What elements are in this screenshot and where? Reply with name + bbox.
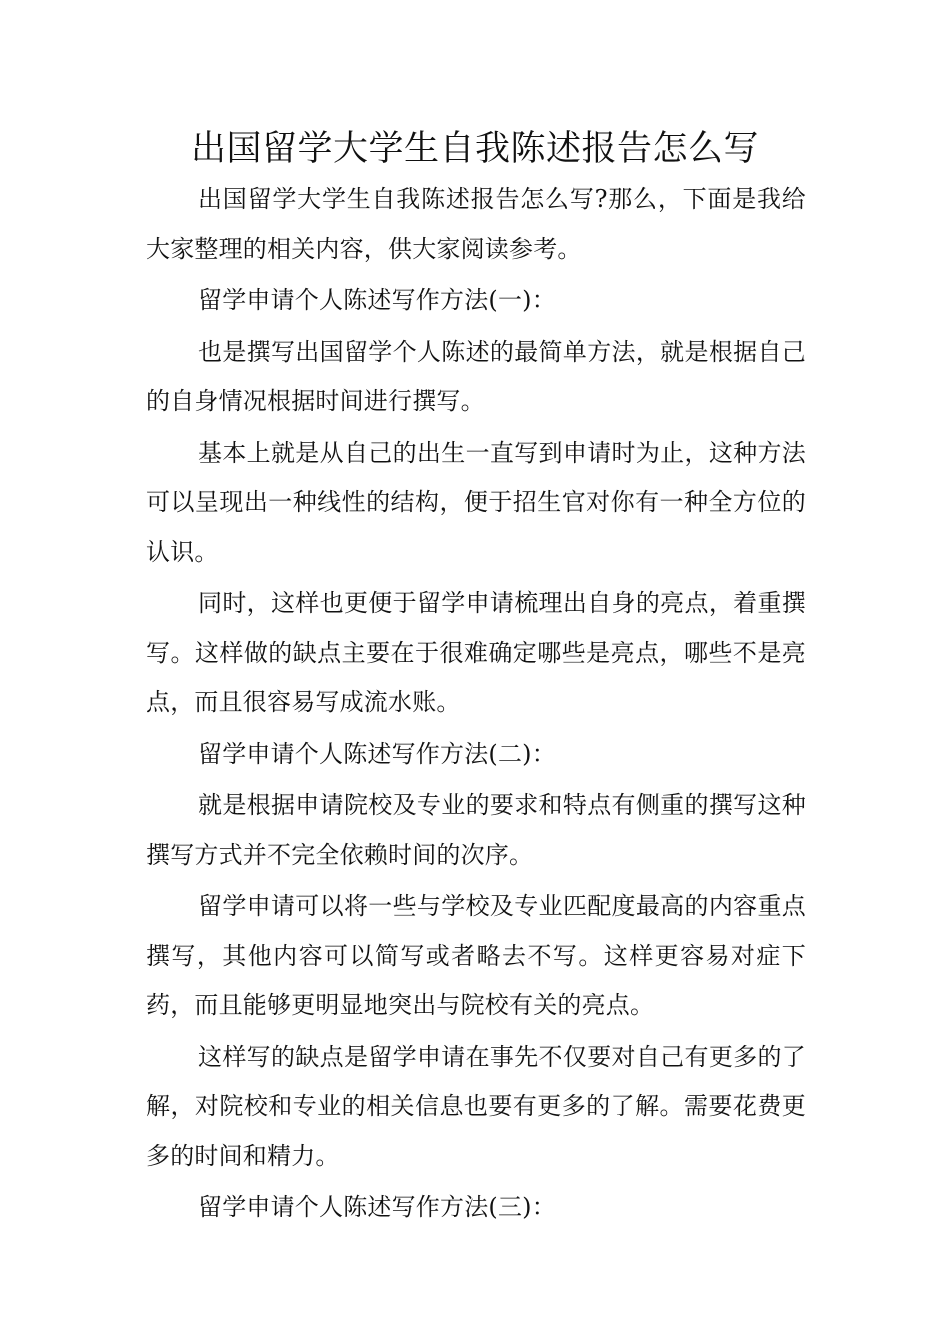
paragraph-intro: 出国留学大学生自我陈述报告怎么写?那么，下面是我给大家整理的相关内容，供大家阅读参考。 — [146, 185, 806, 263]
section-heading-method-1: 留学申请个人陈述写作方法(一)： — [198, 286, 556, 314]
paragraph-method-1-detail: 基本上就是从自己的出生一直写到申请时为止，这种方法可以呈现出一种线性的结构，便于招生官对你有一种全方位的认识。 — [146, 438, 806, 566]
paragraph-method-1-drawback: 同时，这样也更便于留学申请梳理出自身的亮点，着重撰写。这样做的缺点主要在于很难确定哪些是亮点，哪些不是亮点，而且很容易写成流水账。 — [146, 589, 806, 716]
document-body — [146, 175, 806, 1235]
paragraph-method-1-summary: 也是撰写出国留学个人陈述的最简单方法，就是根据自己的自身情况根据时间进行撰写。 — [146, 337, 806, 415]
section-heading-method-2: 留学申请个人陈述写作方法(二)： — [198, 739, 556, 768]
section-heading-method-3: 留学申请个人陈述写作方法(三)： — [198, 1193, 556, 1221]
document-title: 出国留学大学生自我陈述报告怎么写 — [190, 129, 759, 169]
paragraph-method-2-summary: 就是根据申请院校及专业的要求和特点有侧重的撰写这种撰写方式并不完全依赖时间的次序。 — [146, 791, 806, 869]
paragraph-method-2-detail: 留学申请可以将一些与学校及专业匹配度最高的内容重点撰写，其他内容可以简写或者略去不写。这样更容易对症下药，而且能够更明显地突出与院校有关的亮点。 — [146, 892, 806, 1019]
paragraph-method-2-drawback: 这样写的缺点是留学申请在事先不仅要对自己有更多的了解，对院校和专业的相关信息也要有更多的了解。需要花费更多的时间和精力。 — [146, 1042, 806, 1170]
